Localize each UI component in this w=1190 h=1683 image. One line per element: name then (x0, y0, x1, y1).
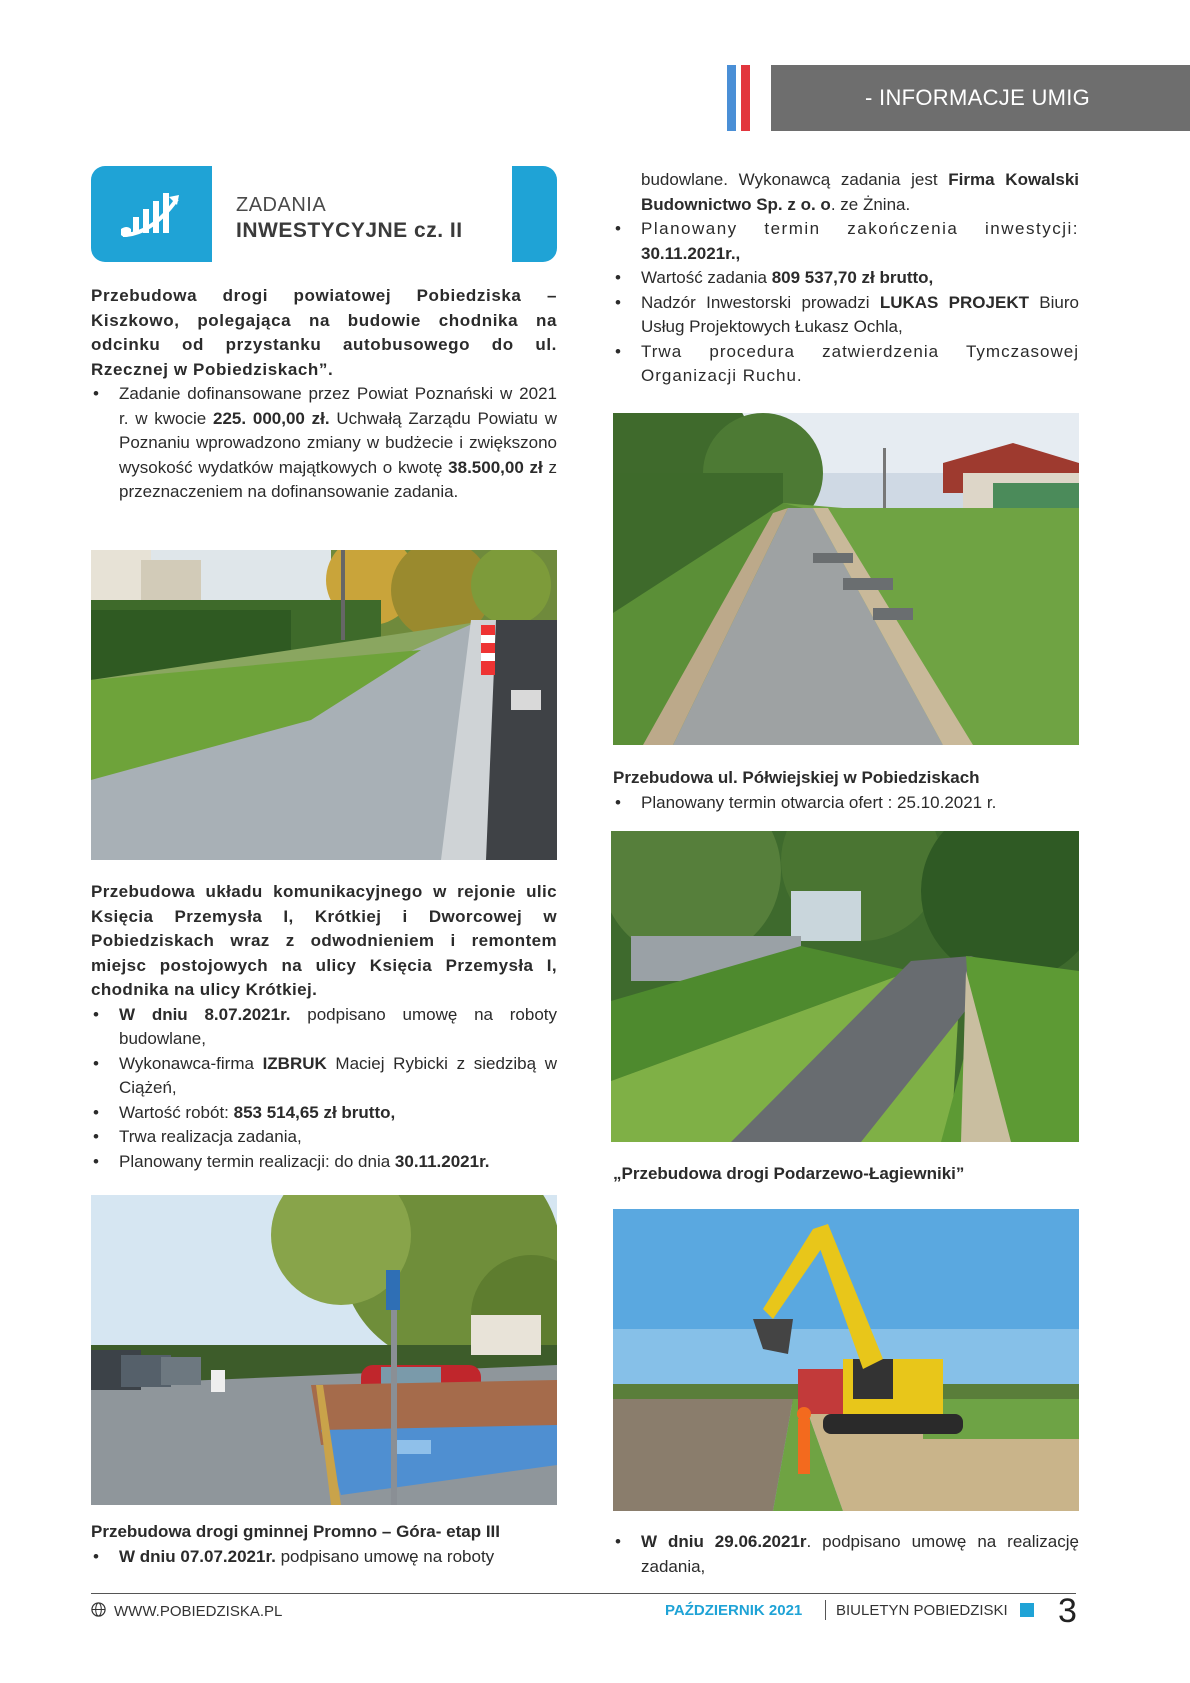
page-number: 3 (1058, 1592, 1077, 1630)
badge-title: ZADANIA INWESTYCYJNE cz. II (212, 166, 512, 262)
chart-growth-icon (91, 166, 211, 262)
list-item: • Planowany termin realizacji: do dnia 30.11.2021r. (91, 1150, 557, 1175)
section-badge (91, 166, 557, 262)
list-item: • Wartość robót: 853 514,65 zł brutto, (91, 1101, 557, 1126)
list-item: • Nadzór Inwestorski prowadzi LUKAS PROJEKT Biuro Usług Projektowych Łukasz Ochla, (613, 291, 1079, 340)
list-item: • Planowany termin otwarcia ofert : 25.10.2021 r. (613, 791, 1079, 816)
footer-month: PAŹDZIERNIK 2021 (665, 1602, 803, 1619)
photo-excavator (613, 1209, 1079, 1511)
article-continuation (613, 168, 1079, 389)
list-item: • Trwa procedura zatwierdzenia Tymczasowej Organizacji Ruchu. (613, 340, 1079, 389)
article-podarzewo-details (613, 1530, 1079, 1579)
footer-bulletin: BIULETYN POBIEDZISKI (836, 1602, 1008, 1619)
list-item: • W dniu 8.07.2021r. podpisano umowę na roboty budowlane, (91, 1003, 557, 1052)
article-ksiecia-przemysla (91, 880, 557, 1174)
article-heading: Przebudowa ul. Półwiejskiej w Pobiedziskach (613, 768, 980, 787)
article-heading: Przebudowa drogi powiatowej Pobiedziska – Kiszkowo, polegająca na budowie chodnika na odcinku od przystanku autobusowego do ul. Rzecznej w Pobiedziskach”. (91, 286, 557, 379)
list-item: • Zadanie dofinansowane przez Powiat Poznański w 2021 r. w kwocie 225. 000,00 zł. Uchwałą Zarządu Powiatu w Poznaniu wprowadzono zmiany w budżecie i zwiększono wysokość wydatków majątkowych o kwotę 38.500,00 zł z przeznaczeniem na dofinansowanie zadania. (91, 382, 557, 505)
list-item: • W dniu 29.06.2021r. podpisano umowę na realizację zadania, (613, 1530, 1079, 1579)
section-header: - INFORMACJE UMIG (771, 65, 1190, 131)
article-heading: Przebudowa drogi gminnej Promno – Góra- etap III (91, 1522, 500, 1541)
article-podarzewo (613, 1162, 1079, 1187)
list-item: • Planowany termin zakończenia inwestycji: 30.11.2021r., (613, 217, 1079, 266)
header-color-bars (727, 65, 763, 131)
list-item: • W dniu 07.07.2021r. podpisano umowę na roboty (91, 1545, 557, 1570)
photo-curved-road (611, 831, 1079, 1142)
list-item: • Trwa realizacja zadania, (91, 1125, 557, 1150)
photo-parking (91, 1195, 557, 1505)
article-kiszkowo (91, 284, 557, 505)
article-heading: „Przebudowa drogi Podarzewo-Łagiewniki” (613, 1164, 965, 1183)
footer-divider (91, 1593, 1076, 1594)
list-item: • Wykonawca-firma IZBRUK Maciej Rybicki z siedzibą w Ciążeń, (91, 1052, 557, 1101)
footer-square-marker (1020, 1603, 1034, 1617)
article-promno (91, 1520, 557, 1569)
list-item: • Wartość zadania 809 537,70 zł brutto, (613, 266, 1079, 291)
article-polwiejska (613, 766, 1079, 815)
footer-url[interactable]: WWW.POBIEDZISKA.PL (91, 1602, 282, 1621)
footer-separator (825, 1600, 826, 1620)
photo-sidewalk (91, 550, 557, 860)
article-heading: Przebudowa układu komunikacyjnego w rejonie ulic Księcia Przemysła I, Krótkiej i Dworcowej w Pobiedziskach wraz z odwodnieniem i remontem miejsc postojowych na ulicy Księcia Przemysła I, chodnika na ulicy Krótkiej. (91, 882, 557, 999)
photo-rural-road (613, 413, 1079, 745)
continuation-text: budowlane. Wykonawcą zadania jest Firma Kowalski Budownictwo Sp. z o. o. ze Żnina. (641, 170, 1079, 214)
globe-icon (91, 1602, 106, 1621)
